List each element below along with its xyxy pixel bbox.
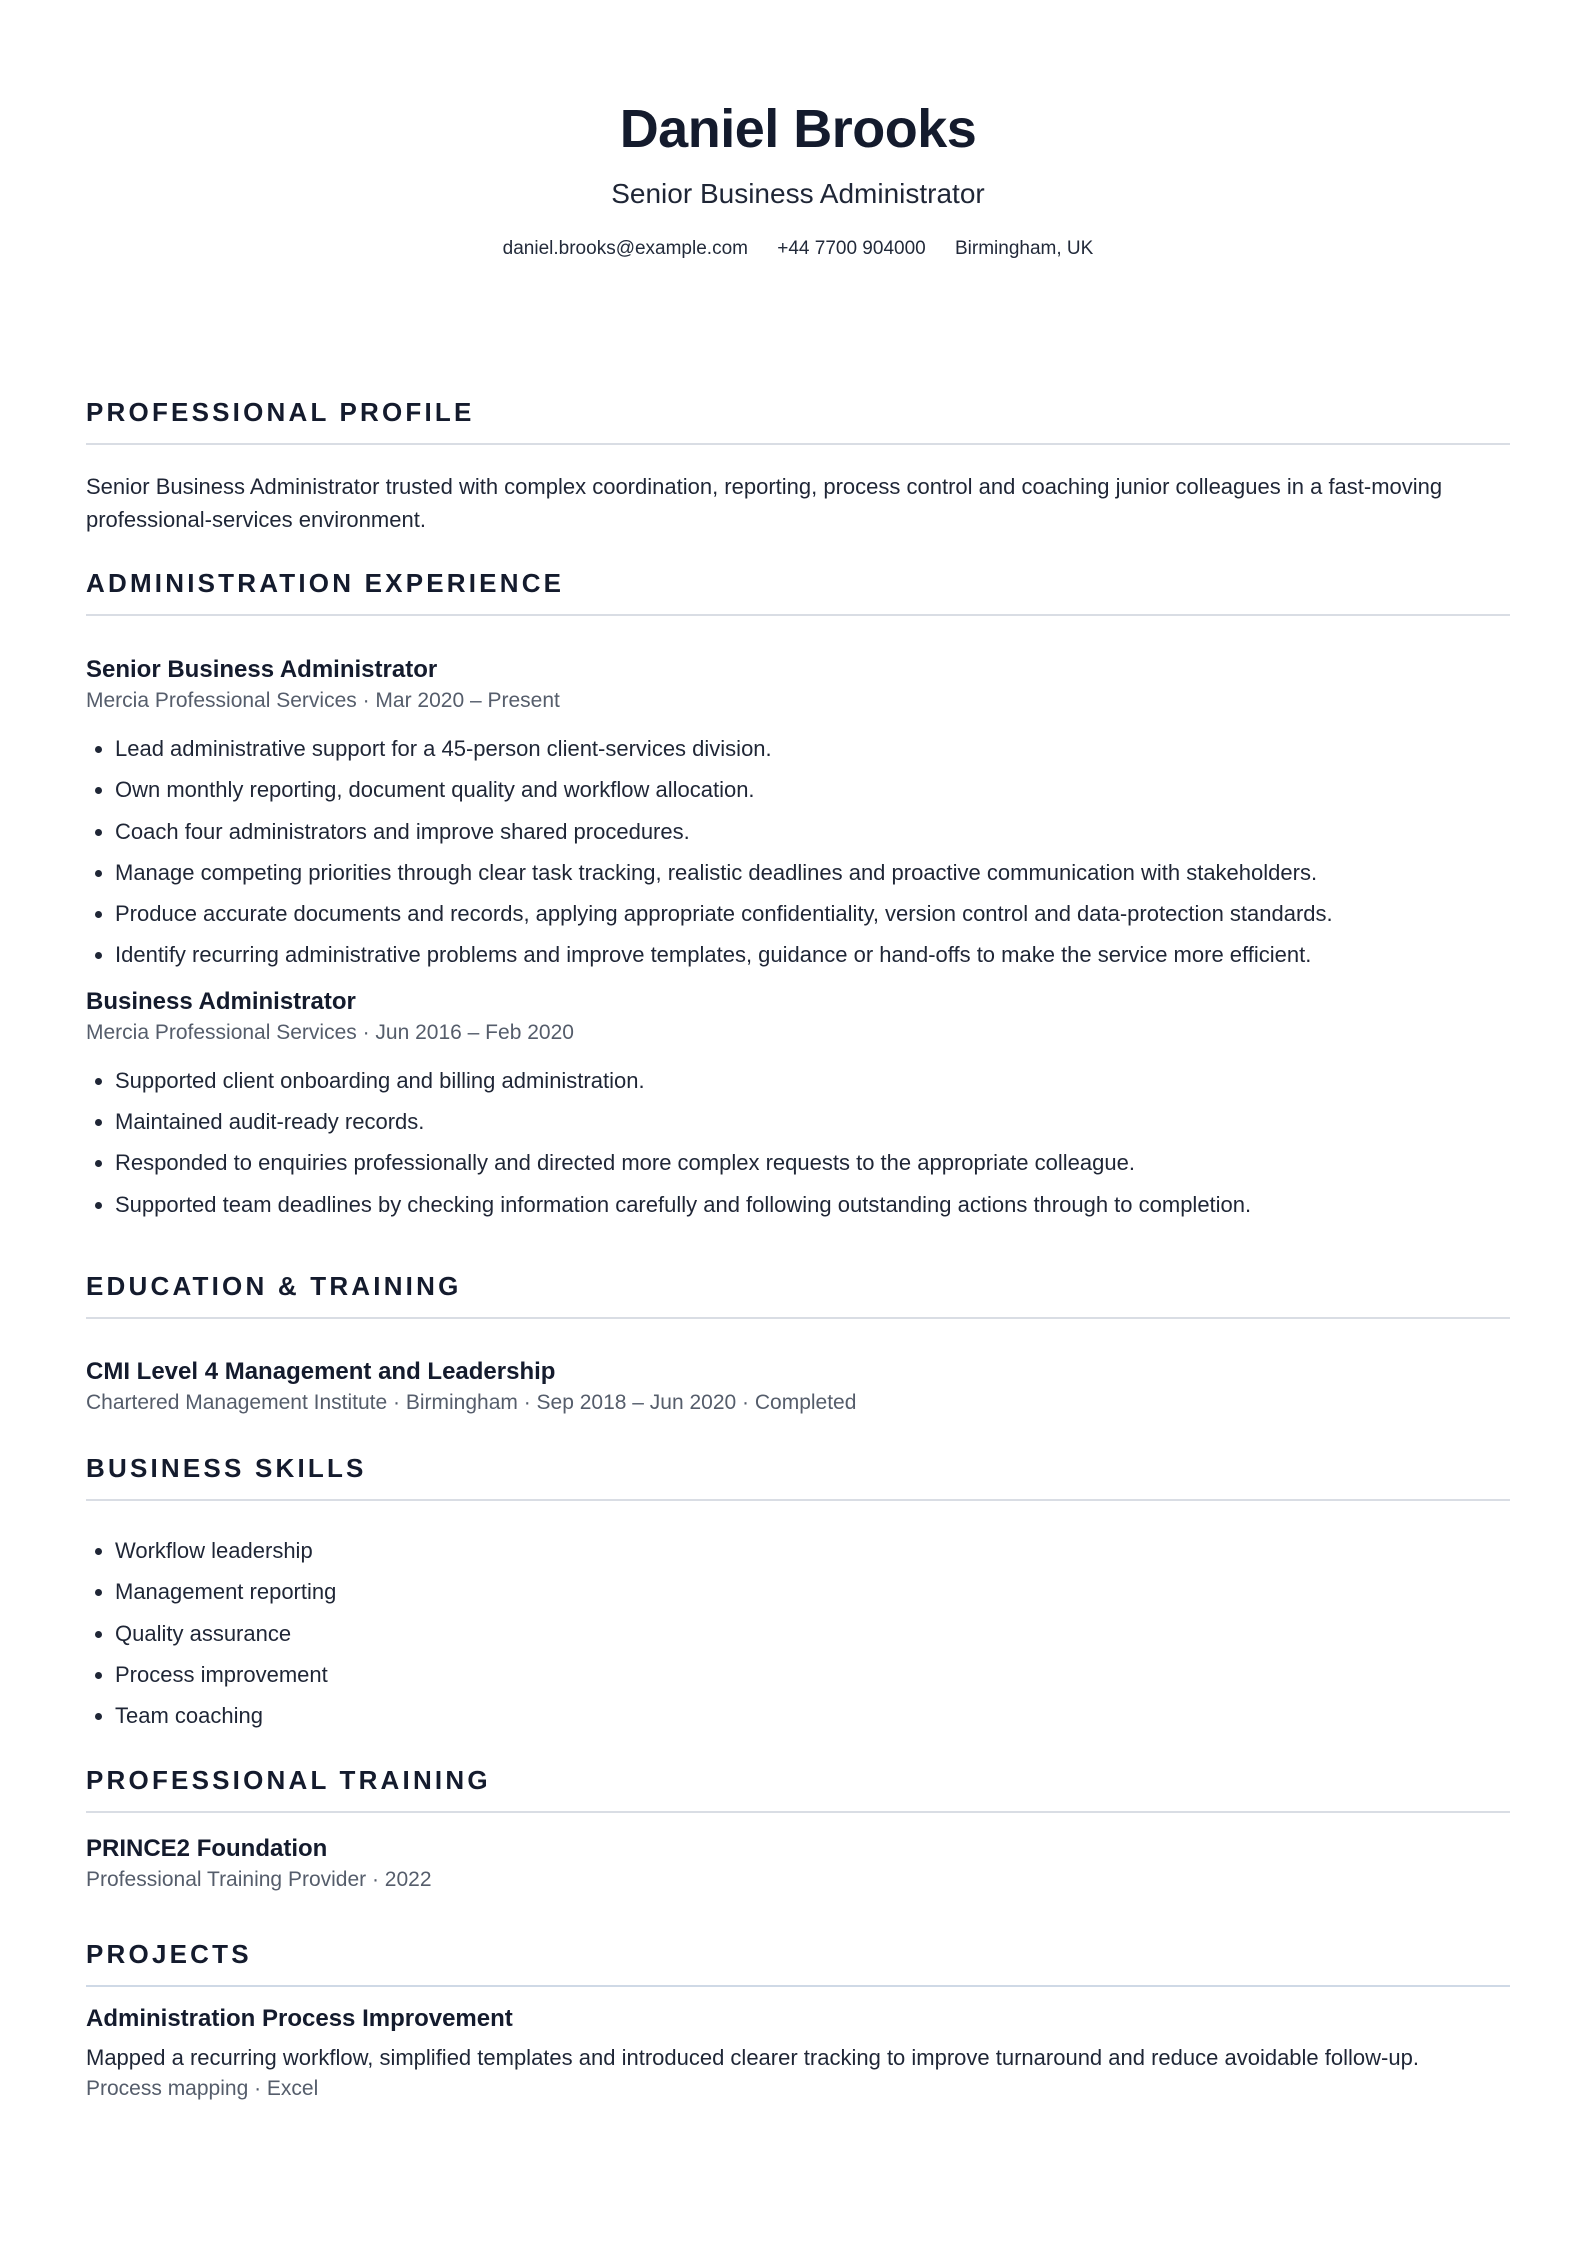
education-name: CMI Level 4 Management and Leadership	[86, 1358, 556, 1385]
job-bullets	[86, 728, 1510, 976]
skill-item: • Management reporting	[115, 1571, 1510, 1612]
section-divider	[86, 443, 1510, 445]
section-title-profile: PROFESSIONAL PROFILE	[86, 397, 475, 427]
section-profile	[86, 395, 1510, 536]
job-bullet: • Supported team deadlines by checking information carefully and following outstanding actions through to completion.	[115, 1184, 1510, 1225]
training-entry	[86, 1833, 1510, 1895]
section-projects	[86, 1937, 1510, 2104]
section-divider	[86, 1811, 1510, 1813]
job-bullet: • Lead administrative support for a 45-person client-services division.	[115, 728, 1510, 769]
job-bullet: • Identify recurring administrative problems and improve templates, guidance or hand-offs to make the service more efficient.	[115, 934, 1510, 975]
job-bullet: • Own monthly reporting, document quality and workflow allocation.	[115, 769, 1510, 810]
education-meta: Chartered Management Institute · Birmingham · Sep 2018 – Jun 2020 · Completed	[86, 1391, 857, 1414]
project-entry	[86, 2003, 1510, 2104]
project-description: Mapped a recurring workflow, simplified templates and introduced clearer tracking to improve turnaround and reduce avoidable follow-up.	[86, 2045, 1419, 2070]
job-meta: Mercia Professional Services · Jun 2016 – Feb 2020	[86, 1020, 574, 1044]
training-name: PRINCE2 Foundation	[86, 1835, 328, 1862]
contact-location: Birmingham, UK	[955, 238, 1094, 259]
section-divider	[86, 1985, 1510, 1987]
contact-line	[86, 236, 1510, 262]
candidate-name: Daniel Brooks	[619, 99, 977, 159]
section-education	[86, 1269, 1510, 1418]
job-bullets	[86, 1060, 1510, 1225]
job-bullet: • Manage competing priorities through clear task tracking, realistic deadlines and proactive communication with stakeholders.	[115, 852, 1510, 893]
section-title-projects: PROJECTS	[86, 1939, 252, 1969]
section-title-education: EDUCATION & TRAINING	[86, 1271, 462, 1301]
candidate-headline: Senior Business Administrator	[611, 178, 985, 209]
education-entry	[86, 1356, 1510, 1418]
contact-phone[interactable]: +44 7700 904000	[777, 238, 926, 259]
job-meta: Mercia Professional Services · Mar 2020 – Present	[86, 689, 560, 712]
section-training	[86, 1763, 1510, 1895]
resume-header	[86, 0, 1510, 262]
job-bullet: • Maintained audit-ready records.	[115, 1101, 1510, 1142]
skill-item: • Team coaching	[115, 1695, 1510, 1736]
section-title-training: PROFESSIONAL TRAINING	[86, 1765, 491, 1795]
section-experience	[86, 566, 1510, 1225]
project-name: Administration Process Improvement	[86, 2005, 513, 2032]
skill-item: • Quality assurance	[115, 1613, 1510, 1654]
job-bullet: • Coach four administrators and improve shared procedures.	[115, 811, 1510, 852]
job-bullet: • Responded to enquiries professionally and directed more complex requests to the appropriate colleague.	[115, 1142, 1510, 1183]
skills-list	[86, 1530, 1510, 1736]
section-divider	[86, 1317, 1510, 1319]
job-bullet: • Supported client onboarding and billing administration.	[115, 1060, 1510, 1101]
skill-item: • Process improvement	[115, 1654, 1510, 1695]
section-skills	[86, 1451, 1510, 1736]
job-entry	[86, 654, 1510, 976]
training-meta: Professional Training Provider · 2022	[86, 1868, 432, 1891]
section-title-experience: ADMINISTRATION EXPERIENCE	[86, 568, 565, 598]
job-bullet: • Produce accurate documents and records, applying appropriate confidentiality, version control and data-protection standards.	[115, 893, 1510, 934]
job-title: Senior Business Administrator	[86, 656, 438, 683]
job-entry	[86, 986, 1510, 1225]
section-title-skills: BUSINESS SKILLS	[86, 1453, 367, 1483]
job-title: Business Administrator	[86, 987, 356, 1015]
contact-email[interactable]: daniel.brooks@example.com	[502, 238, 748, 259]
resume-page	[86, 0, 1510, 2100]
profile-summary: Senior Business Administrator trusted with complex coordination, reporting, process control and coaching junior colleagues in a fast-moving professional-services environment.	[86, 474, 1443, 532]
section-divider	[86, 1499, 1510, 1501]
project-tools: Process mapping · Excel	[86, 2077, 319, 2100]
section-divider	[86, 614, 1510, 616]
skill-item: • Workflow leadership	[115, 1530, 1510, 1571]
